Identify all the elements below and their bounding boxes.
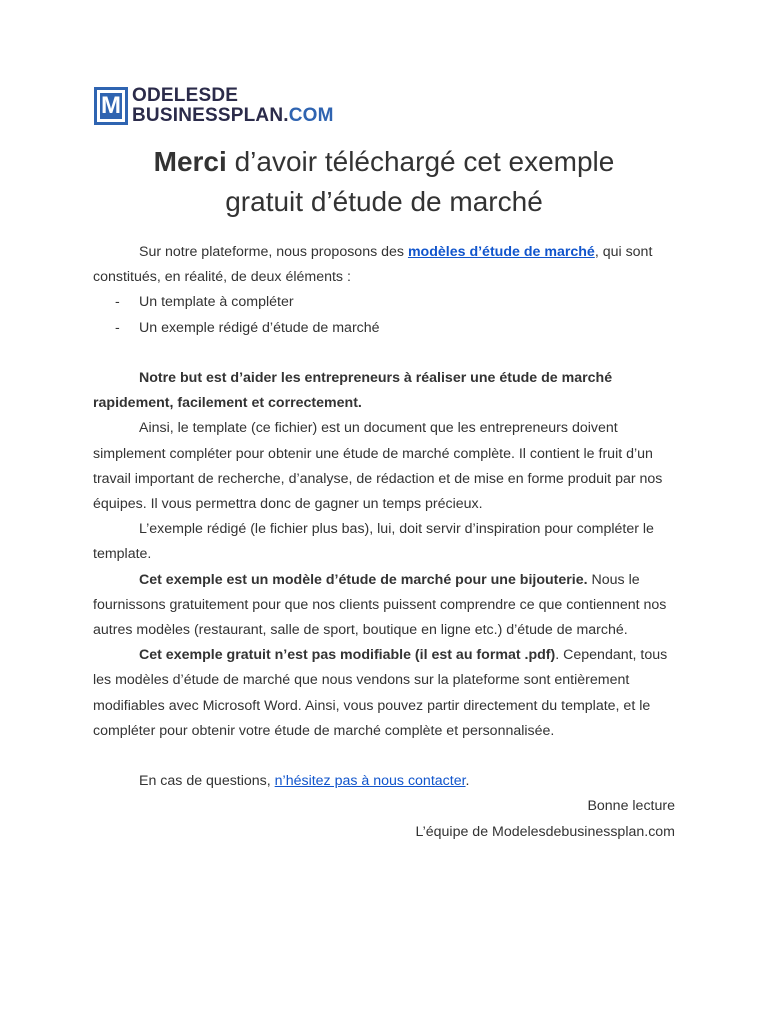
market-study-models-link[interactable]: modèles d’étude de marché bbox=[407, 244, 595, 260]
contact-paragraph: En cas de questions, n’hésitez pas à nous contacter. bbox=[139, 773, 470, 790]
intro-paragraph: Sur notre plateforme, nous proposons des modèles d’étude de marché, qui sont constitués, en réalité, de deux éléments : bbox=[93, 244, 653, 286]
closing-greeting: Bonne lecture bbox=[587, 798, 675, 815]
title-line-1: Merci d’avoir téléchargé cet exemple bbox=[153, 146, 615, 177]
logo-wordmark bbox=[132, 86, 334, 126]
elements-list bbox=[93, 290, 675, 340]
example-paragraph: L’exemple rédigé (le fichier plus bas), lui, doit servir d’inspiration pour compléter le template. bbox=[93, 521, 654, 563]
title-line-2: gratuit d’étude de marché bbox=[225, 186, 543, 217]
page-title bbox=[60, 142, 708, 222]
logo-line-2: BUSINESSPLAN.COM bbox=[132, 105, 334, 126]
logo-line-1: ODELESDE bbox=[132, 85, 239, 106]
brand-logo[interactable] bbox=[94, 86, 394, 128]
template-paragraph: Ainsi, le template (ce fichier) est un document que les entrepreneurs doivent simplement compléter pour obtenir une étude de marché complète. Il contient le fruit d’un travail important de recherche, d’analyse, de rédaction et de mise en forme produit par nos équipes. Il vous permettra donc de gagner un temps précieux. bbox=[93, 420, 663, 513]
pdf-paragraph: Cet exemple gratuit n’est pas modifiable (il est au format .pdf). Cependant, tous les modèles d’étude de marché que nous vendons sur la plateforme sont entièrement modifiables avec Microsoft Word. Ainsi, vous pouvez partir directement du template, et le compléter pour obtenir votre étude de marché complète et personnalisée. bbox=[93, 647, 668, 739]
goal-paragraph: Notre but est d’aider les entrepreneurs à réaliser une étude de marché rapidement, facilement et correctement. bbox=[93, 370, 613, 412]
list-item: - Un template à compléter bbox=[115, 294, 294, 311]
contact-link[interactable]: n’hésitez pas à nous contacter bbox=[274, 773, 466, 790]
jewelry-paragraph: Cet exemple est un modèle d’étude de marché pour une bijouterie. Nous le fournissons gratuitement pour que nos clients puissent comprendre ce que contiennent nos autres modèles (restaurant, salle de sport, boutique en ligne etc.) d’étude de marché. bbox=[93, 571, 667, 639]
title-bold: Merci bbox=[153, 146, 227, 177]
list-item: - Un exemple rédigé d’étude de marché bbox=[115, 319, 380, 336]
logo-m-icon: M bbox=[94, 87, 128, 125]
logo-com: COM bbox=[288, 105, 334, 126]
closing-signature: L’équipe de Modelesdebusinessplan.com bbox=[415, 823, 675, 840]
document-body bbox=[93, 240, 675, 845]
